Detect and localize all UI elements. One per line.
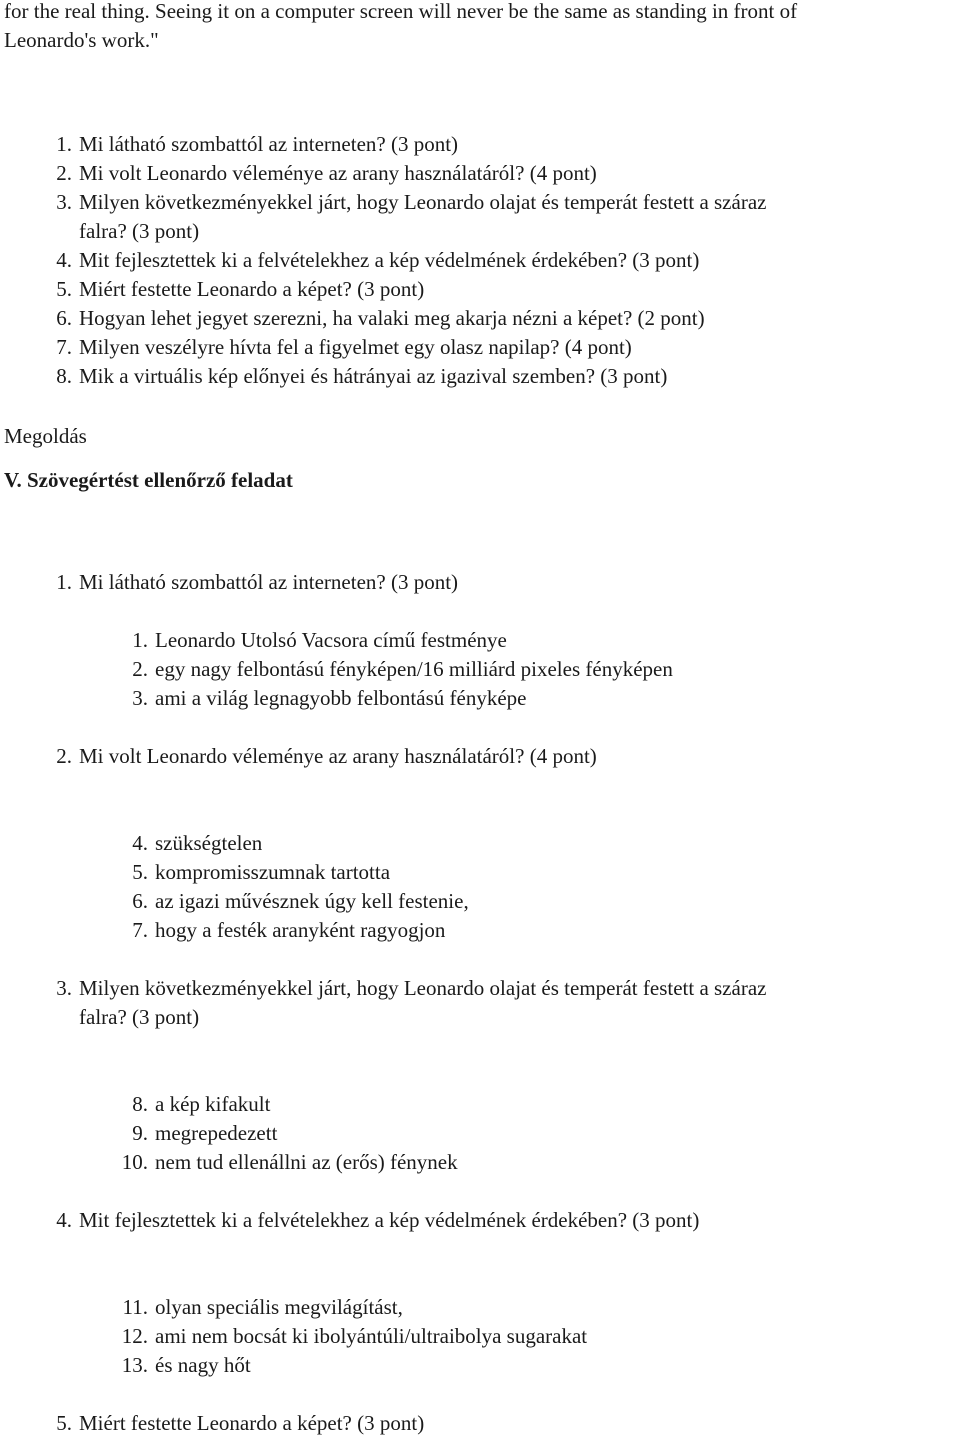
item-number: 2. — [56, 744, 72, 768]
answer-text: ami nem bocsát ki ibolyántúli/ultraibolya sugarakat — [155, 1324, 588, 1348]
list-item — [0, 916, 960, 945]
answer-number: 2. — [132, 657, 148, 681]
item-number: 3. — [56, 976, 72, 1000]
list-item — [0, 829, 960, 858]
item-text: Miért festette Leonardo a képet? (3 pont) — [79, 277, 425, 301]
list-item — [0, 333, 960, 362]
list-item — [0, 1090, 960, 1119]
answer-number: 5. — [132, 860, 148, 884]
list-item — [0, 304, 960, 333]
list-item — [0, 246, 960, 275]
list-item — [0, 1322, 960, 1351]
item-text: Mit fejlesztettek ki a felvételekhez a kép védelmének érdekében? (3 pont) — [79, 1208, 700, 1232]
item-number: 4. — [56, 248, 72, 272]
intro-line: Leonardo's work." — [4, 28, 159, 52]
answer-text: szükségtelen — [155, 831, 263, 855]
list-item — [0, 858, 960, 887]
answer-text: a kép kifakult — [155, 1092, 271, 1116]
item-number: 4. — [56, 1208, 72, 1232]
answer-number: 6. — [132, 889, 148, 913]
intro-line: for the real thing. Seeing it on a computer screen will never be the same as standing in front of — [4, 0, 798, 23]
answer-text: és nagy hőt — [155, 1353, 251, 1377]
item-text: Milyen következményekkel járt, hogy Leonardo olajat és temperát festett a száraz — [79, 190, 767, 214]
answer-text: ami a világ legnagyobb felbontású fényképe — [155, 686, 527, 710]
answer-number: 8. — [132, 1092, 148, 1116]
section-title: V. Szövegértést ellenőrző feladat — [4, 468, 293, 492]
answer-text: az igazi művésznek úgy kell festenie, — [155, 889, 469, 913]
item-number: 5. — [56, 1411, 72, 1435]
answer-text: Leonardo Utolsó Vacsora című festménye — [155, 628, 507, 652]
answer-number: 7. — [132, 918, 148, 942]
solution-question — [0, 568, 960, 597]
answer-list — [0, 829, 960, 945]
item-text: Milyen következményekkel járt, hogy Leonardo olajat és temperát festett a száraz — [79, 976, 767, 1000]
answer-text: nem tud ellenállni az (erős) fénynek — [155, 1150, 458, 1174]
item-number: 2. — [56, 161, 72, 185]
item-text: Miért festette Leonardo a képet? (3 pont) — [79, 1411, 425, 1435]
list-item — [0, 1293, 960, 1322]
list-item — [0, 684, 960, 713]
intro-paragraph — [4, 0, 960, 55]
item-number: 5. — [56, 277, 72, 301]
answer-list — [0, 1293, 960, 1380]
item-text-continuation: falra? (3 pont) — [79, 219, 200, 243]
answer-number: 11. — [122, 1295, 148, 1319]
answer-number: 1. — [132, 628, 148, 652]
item-number: 7. — [56, 335, 72, 359]
item-text: Mi volt Leonardo véleménye az arany használatáról? (4 pont) — [79, 744, 597, 768]
answer-text: kompromisszumnak tartotta — [155, 860, 391, 884]
item-number: 3. — [56, 190, 72, 214]
item-text: Mi látható szombattól az interneten? (3 pont) — [79, 570, 459, 594]
list-item — [0, 130, 960, 159]
item-text: Mit fejlesztettek ki a felvételekhez a kép védelmének érdekében? (3 pont) — [79, 248, 700, 272]
answer-text: egy nagy felbontású fényképen/16 milliárd pixeles fényképen — [155, 657, 673, 681]
answer-number: 3. — [132, 686, 148, 710]
solution-question — [0, 1206, 960, 1235]
answer-number: 9. — [132, 1121, 148, 1145]
list-item — [0, 188, 960, 246]
question-list — [0, 130, 960, 391]
list-item — [0, 159, 960, 188]
answer-number: 12. — [121, 1324, 148, 1348]
answer-number: 10. — [121, 1150, 148, 1174]
item-text: Hogyan lehet jegyet szerezni, ha valaki meg akarja nézni a képet? (2 pont) — [79, 306, 705, 330]
answer-text: hogy a festék aranyként ragyogjon — [155, 918, 446, 942]
list-item — [0, 1119, 960, 1148]
item-text: Mik a virtuális kép előnyei és hátrányai az igazival szemben? (3 pont) — [79, 364, 668, 388]
item-text: Milyen veszélyre hívta fel a figyelmet egy olasz napilap? (4 pont) — [79, 335, 632, 359]
answer-text: olyan speciális megvilágítást, — [155, 1295, 403, 1319]
answer-list — [0, 1090, 960, 1177]
solution-heading: Megoldás — [4, 424, 87, 448]
list-item — [0, 1351, 960, 1380]
list-item — [0, 887, 960, 916]
solution-question — [0, 1409, 960, 1438]
item-text: Mi volt Leonardo véleménye az arany használatáról? (4 pont) — [79, 161, 597, 185]
list-item — [0, 362, 960, 391]
answer-list — [0, 626, 960, 713]
list-item — [0, 275, 960, 304]
list-item — [0, 655, 960, 684]
solution-question — [0, 742, 960, 771]
item-text: Mi látható szombattól az interneten? (3 pont) — [79, 132, 459, 156]
item-text-continuation: falra? (3 pont) — [79, 1005, 200, 1029]
list-item — [0, 1148, 960, 1177]
answer-number: 4. — [132, 831, 148, 855]
solution-question — [0, 974, 960, 1032]
list-item — [0, 626, 960, 655]
item-number: 6. — [56, 306, 72, 330]
answer-text: megrepedezett — [155, 1121, 278, 1145]
item-number: 1. — [56, 132, 72, 156]
item-number: 8. — [56, 364, 72, 388]
answer-number: 13. — [121, 1353, 148, 1377]
item-number: 1. — [56, 570, 72, 594]
